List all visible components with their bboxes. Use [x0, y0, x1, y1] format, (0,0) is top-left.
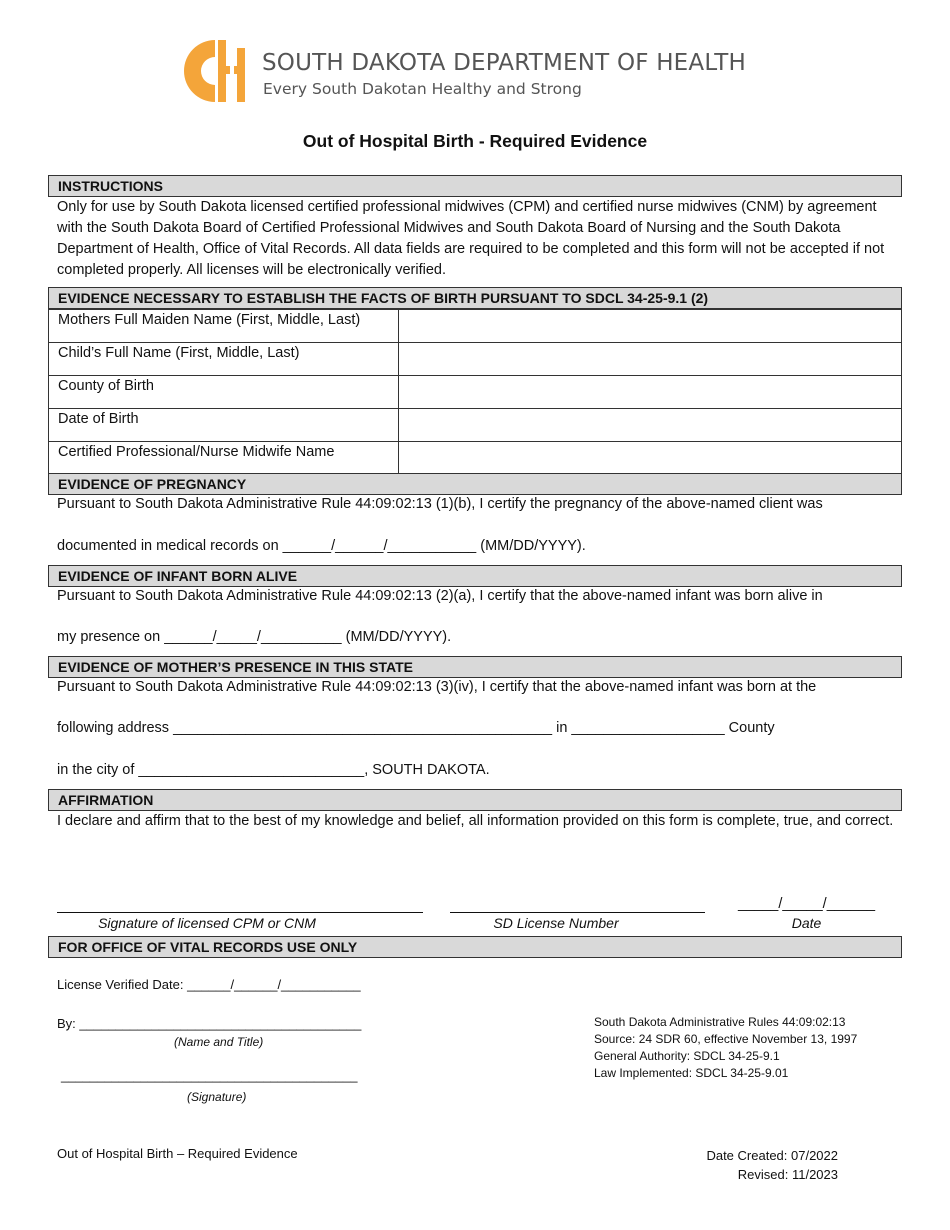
rules-citation	[594, 1014, 857, 1082]
table-row	[49, 376, 902, 409]
pregnancy-statement: Pursuant to South Dakota Administrative Rule 44:09:02:13 (1)(b), I certify the pregnancy of the above-named client was	[57, 496, 823, 512]
signature-line[interactable]	[57, 912, 423, 913]
rule-line: Source: 24 SDR 60, effective November 13, 1997	[594, 1032, 858, 1046]
page-title: Out of Hospital Birth - Required Evidence	[302, 131, 648, 151]
date-of-birth-label: Date of Birth	[49, 409, 399, 442]
org-name: SOUTH DAKOTA DEPARTMENT OF HEALTH	[262, 50, 746, 76]
county-of-birth-label: County of Birth	[49, 376, 399, 409]
rule-line: General Authority: SDCL 34-25-9.1	[594, 1049, 780, 1063]
office-by-line[interactable]: By: _______________________________________	[57, 1016, 362, 1031]
footer-date-created: Date Created: 07/2022	[706, 1148, 838, 1163]
date-of-birth-field[interactable]	[398, 409, 901, 442]
born-alive-statement: Pursuant to South Dakota Administrative Rule 44:09:02:13 (2)(a), I certify that the above-named infant was born alive in	[57, 588, 823, 604]
table-row	[49, 310, 902, 343]
license-number-label: SD License Number	[493, 915, 619, 931]
rule-line: South Dakota Administrative Rules 44:09:02:13	[594, 1015, 846, 1029]
table-row	[49, 343, 902, 376]
child-name-field[interactable]	[398, 343, 901, 376]
facts-table	[48, 309, 902, 475]
instructions-heading: INSTRUCTIONS	[48, 175, 902, 197]
health-logo-icon	[184, 40, 248, 102]
name-title-label: (Name and Title)	[174, 1035, 264, 1049]
born-alive-date-line[interactable]: my presence on ______/_____/__________ (MM/DD/YYYY).	[57, 629, 452, 645]
org-tagline: Every South Dakotan Healthy and Strong	[263, 80, 582, 98]
footer-form-name: Out of Hospital Birth – Required Evidence	[57, 1146, 298, 1161]
born-alive-heading: EVIDENCE OF INFANT BORN ALIVE	[48, 565, 902, 587]
license-verified-line[interactable]: License Verified Date: ______/______/___________	[57, 977, 361, 992]
footer-revised: Revised: 11/2023	[737, 1167, 838, 1182]
midwife-name-label: Certified Professional/Nurse Midwife Name	[49, 442, 399, 475]
pregnancy-heading: EVIDENCE OF PREGNANCY	[48, 473, 902, 495]
office-signature-label: (Signature)	[187, 1090, 247, 1104]
presence-statement: Pursuant to South Dakota Administrative Rule 44:09:02:13 (3)(iv), I certify that the above-named infant was born at the	[57, 679, 817, 695]
rule-line: Law Implemented: SDCL 34-25-9.01	[594, 1066, 789, 1080]
department-logo	[184, 40, 774, 104]
affirmation-date-line[interactable]: _____/_____/______	[738, 896, 876, 912]
midwife-name-field[interactable]	[398, 442, 901, 475]
child-name-label: Child’s Full Name (First, Middle, Last)	[49, 343, 399, 376]
table-row	[49, 442, 902, 475]
facts-heading: EVIDENCE NECESSARY TO ESTABLISH THE FACTS OF BIRTH PURSUANT TO SDCL 34-25-9.1 (2)	[48, 287, 902, 309]
mother-name-label: Mothers Full Maiden Name (First, Middle, Last)	[49, 310, 399, 343]
signature-label: Signature of licensed CPM or CNM	[98, 915, 316, 931]
pregnancy-date-line[interactable]: documented in medical records on ______/______/___________ (MM/DD/YYYY).	[57, 538, 586, 554]
license-number-line[interactable]	[450, 912, 705, 913]
office-heading: FOR OFFICE OF VITAL RECORDS USE ONLY	[48, 936, 902, 958]
table-row	[49, 409, 902, 442]
presence-city-line[interactable]: in the city of ____________________________, SOUTH DAKOTA.	[57, 762, 490, 778]
county-of-birth-field[interactable]	[398, 376, 901, 409]
instructions-text: Only for use by South Dakota licensed certified professional midwives (CPM) and certified nurse midwives (CNM) by agreement with the South Dakota Board of Certified Professional Midwives and South Dakota Board of Nursing and the South Dakota Department of Health, Office of Vital Records. All data fields are required to be completed and this form will not be accepted if not completed properly. All licenses will be electronically verified.	[57, 199, 885, 278]
affirmation-heading: AFFIRMATION	[48, 789, 902, 811]
affirmation-text: I declare and affirm that to the best of my knowledge and belief, all information provided on this form is complete, true, and correct.	[57, 813, 894, 829]
office-signature-line[interactable]: _________________________________________	[61, 1068, 358, 1083]
presence-address-line[interactable]: following address _______________________________________________ in ___________________ County	[57, 720, 775, 736]
mother-name-field[interactable]	[398, 310, 901, 343]
presence-heading: EVIDENCE OF MOTHER’S PRESENCE IN THIS STATE	[48, 656, 902, 678]
affirmation-date-label: Date	[791, 915, 822, 931]
